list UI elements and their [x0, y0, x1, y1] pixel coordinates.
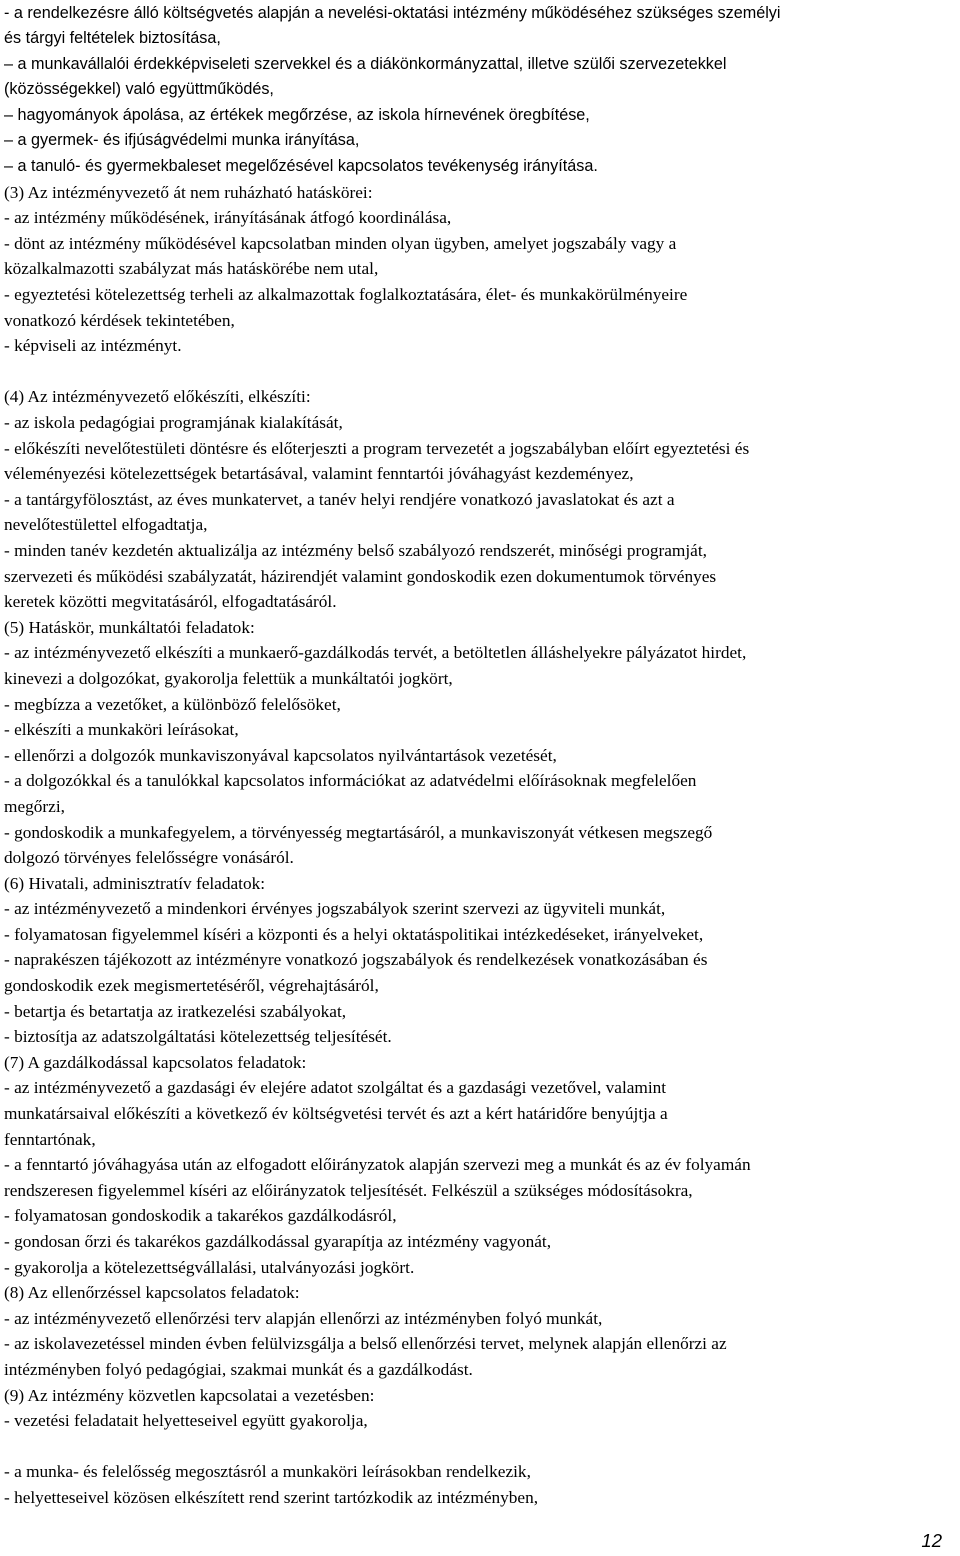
sections-4-to-9: [4, 384, 958, 1433]
text-line: – a gyermek- és ifjúságvédelmi munka irányítása,: [4, 131, 360, 150]
text-line: - betartja és betartatja az iratkezelési szabályokat,: [4, 1001, 347, 1021]
text-line: és tárgyi feltételek biztosítása,: [4, 29, 221, 48]
text-line: (4) Az intézményvezető előkészíti, elkészíti:: [4, 387, 311, 407]
text-line: rendszeresen figyelemmel kíséri az előirányzatok teljesítését. Felkészül a szükséges módosításokra,: [4, 1180, 693, 1200]
text-line: - a munka- és felelősség megosztásról a munkaköri leírásokban rendelkezik,: [4, 1462, 531, 1482]
text-line: (3) Az intézményvezető át nem ruházható hatáskörei:: [4, 182, 373, 202]
text-line: közalkalmazotti szabályzat más hatáskörébe nem utal,: [4, 259, 379, 279]
text-line: - az intézmény működésének, irányításának átfogó koordinálása,: [4, 208, 452, 228]
paragraph-gap: [4, 359, 958, 385]
text-line: - folyamatosan figyelemmel kíséri a központi és a helyi oktatáspolitikai intézkedéseket, irányelveket,: [4, 924, 704, 944]
text-line: megőrzi,: [4, 796, 65, 816]
text-line: – hagyományok ápolása, az értékek megőrzése, az iskola hírnevének öregbítése,: [4, 105, 590, 124]
document-page: [4, 0, 958, 1511]
text-line: véleményezési kötelezettségek betartásával, valamint fenntartói jóváhagyást kezdeményez,: [4, 464, 634, 484]
text-line: - gondoskodik a munkafegyelem, a törvényesség megtartásáról, a munkaviszonyát vétkesen megszegő: [4, 822, 713, 842]
text-line: vonatkozó kérdések tekintetében,: [4, 310, 235, 330]
text-line: - elkészíti a munkaköri leírásokat,: [4, 720, 239, 740]
text-line: - az intézményvezető ellenőrzési terv alapján ellenőrzi az intézményben folyó munkát,: [4, 1308, 603, 1328]
text-line: - gondosan őrzi és takarékos gazdálkodással gyarapítja az intézmény vagyonát,: [4, 1232, 552, 1251]
text-line: - megbízza a vezetőket, a különböző felelősöket,: [4, 694, 341, 714]
text-line: - a fenntartó jóváhagyása után az elfogadott előirányzatok alapján szervezi meg a munkát és az év folyamán: [4, 1155, 751, 1175]
text-line: – a munkavállalói érdekképviseleti szervekkel és a diákönkormányzattal, illetve szülői szervezetekkel: [4, 54, 727, 73]
text-line: - gyakorolja a kötelezettségvállalási, utalványozási jogkört.: [4, 1257, 415, 1277]
text-line: - dönt az intézmény működésével kapcsolatban minden olyan ügyben, amelyet jogszabály vagy a: [4, 233, 677, 253]
text-line: - az intézményvezető a gazdasági év elejére adatot szolgáltat és a gazdasági vezetővel, valamint: [4, 1078, 667, 1098]
text-line: (9) Az intézmény közvetlen kapcsolatai a vezetésben:: [4, 1385, 375, 1405]
sans-section: [4, 1, 958, 180]
text-line: - biztosítja az adatszolgáltatási kötelezettség teljesítését.: [4, 1027, 392, 1047]
page-number: 12: [921, 1530, 942, 1551]
text-line: - a rendelkezésre álló költségvetés alapján a nevelési-oktatási intézmény működéséhez szükséges személyi: [4, 3, 781, 22]
text-line: - a dolgozókkal és a tanulókkal kapcsolatos információkat az adatvédelmi előírásoknak megfelelően: [4, 771, 697, 791]
text-line: - minden tanév kezdetén aktualizálja az intézmény belső szabályozó rendszerét, minőségi programját,: [4, 540, 707, 560]
text-line: - az iskolavezetéssel minden évben felülvizsgálja a belső ellenőrzési tervet, melynek alapján ellenőrzi az: [4, 1334, 727, 1354]
text-line: (7) A gazdálkodással kapcsolatos feladatok:: [4, 1052, 307, 1072]
text-line: - az intézményvezető elkészíti a munkaerő-gazdálkodás tervét, a betöltetlen álláshelyekre pályázatot hirdet,: [4, 643, 747, 663]
text-line: keretek közötti megvitatásáról, elfogadtatásáról.: [4, 592, 337, 612]
text-line: (6) Hivatali, adminisztratív feladatok:: [4, 873, 266, 893]
text-line: – a tanuló- és gyermekbaleset megelőzésével kapcsolatos tevékenység irányítása.: [4, 157, 598, 176]
text-line: (5) Hatáskör, munkáltatói feladatok:: [4, 617, 255, 637]
text-line: - képviseli az intézményt.: [4, 336, 182, 356]
section-3: [4, 180, 958, 359]
text-line: - naprakészen tájékozott az intézményre vonatkozó jogszabályok és rendelkezések vonatkozásában és: [4, 950, 708, 970]
text-line: - vezetési feladatait helyetteseivel együtt gyakorolja,: [4, 1411, 368, 1431]
text-line: - folyamatosan gondoskodik a takarékos gazdálkodásról,: [4, 1206, 397, 1226]
text-line: - ellenőrzi a dolgozók munkaviszonyával kapcsolatos nyilvántartások vezetését,: [4, 745, 557, 765]
text-line: - az iskola pedagógiai programjának kialakítását,: [4, 413, 343, 432]
text-line: nevelőtestülettel elfogadtatja,: [4, 515, 208, 535]
text-line: dolgozó törvényes felelősségre vonásáról.: [4, 848, 294, 868]
text-line: - előkészíti nevelőtestületi döntésre és előterjeszti a program tervezetét a jogszabályban előírt egyeztetési és: [4, 438, 750, 458]
text-line: szervezeti és működési szabályzatát, házirendjét valamint gondoskodik ezen dokumentumok törvényes: [4, 566, 717, 586]
text-line: munkatársaival előkészíti a következő év költségvetési tervét és azt a kért határidőre benyújtja a: [4, 1104, 668, 1124]
paragraph-gap: [4, 1434, 958, 1460]
text-line: fenntartónak,: [4, 1129, 96, 1149]
text-line: - egyeztetési kötelezettség terheli az alkalmazottak foglalkoztatására, élet- és munkakörülményeire: [4, 285, 688, 305]
text-line: - az intézményvezető a mindenkori érvényes jogszabályok szerint szervezi az ügyviteli munkát,: [4, 899, 666, 919]
text-line: - helyetteseivel közösen elkészített rend szerint tartózkodik az intézményben,: [4, 1487, 539, 1507]
text-line: kinevezi a dolgozókat, gyakorolja felettük a munkáltatói jogkört,: [4, 668, 453, 688]
text-line: gondoskodik ezek megismertetéséről, végrehajtásáról,: [4, 976, 379, 996]
section-9-continued: [4, 1459, 958, 1510]
text-line: intézményben folyó pedagógiai, szakmai munkát és a gazdálkodást.: [4, 1359, 473, 1379]
text-line: - a tantárgyfölosztást, az éves munkatervet, a tanév helyi rendjére vonatkozó javaslatokat és azt a: [4, 489, 675, 509]
text-line: (8) Az ellenőrzéssel kapcsolatos feladatok:: [4, 1283, 300, 1303]
text-line: (közösségekkel) való együttműködés,: [4, 80, 274, 99]
